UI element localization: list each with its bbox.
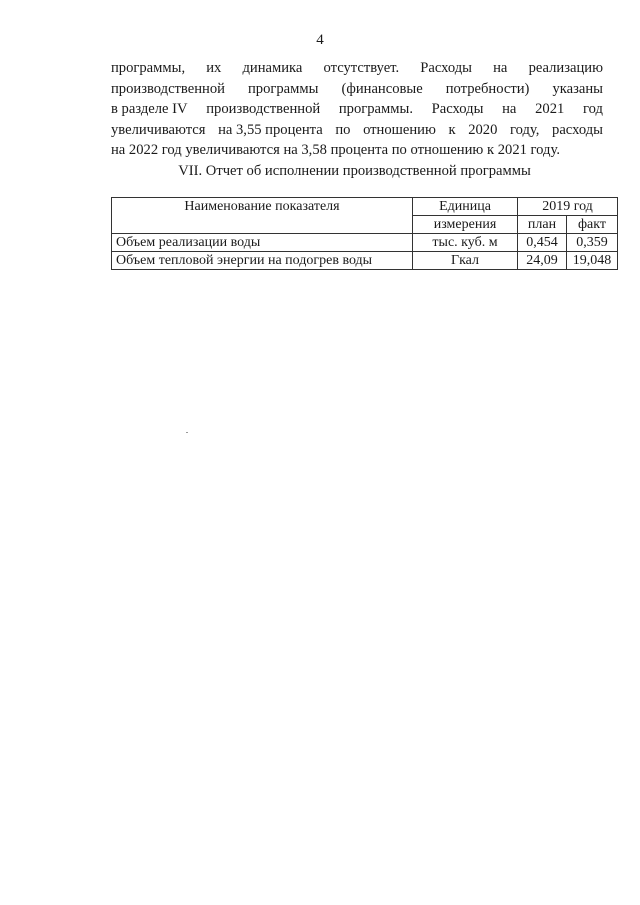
word: программы — [248, 80, 319, 97]
table-row — [112, 252, 618, 270]
word: по — [335, 121, 351, 138]
word: реализацию — [528, 60, 603, 76]
paragraph-line-3 — [111, 99, 603, 120]
word: к — [448, 121, 456, 138]
body-paragraph — [111, 58, 603, 161]
table-header-row — [112, 198, 618, 216]
word: динамика — [242, 60, 303, 76]
word: расходы — [552, 121, 603, 138]
word: программы, — [111, 60, 186, 76]
row-name: Объем тепловой энергии на подогрев воды — [112, 252, 413, 270]
header-fact: факт — [567, 216, 618, 234]
header-indicator-name: Наименование показателя — [112, 198, 413, 234]
table-row — [112, 234, 618, 252]
header-unit-line1: Единица — [413, 198, 518, 216]
word: программы. — [338, 101, 413, 117]
page-number: 4 — [316, 32, 324, 48]
paragraph-line-1 — [111, 58, 603, 79]
word: Расходы — [420, 60, 472, 76]
header-plan: план — [518, 216, 567, 234]
row-name: Объем реализации воды — [112, 234, 413, 252]
word: 2020 — [468, 121, 498, 138]
word: производственной — [206, 101, 321, 117]
row-unit: тыс. куб. м — [413, 234, 518, 252]
word: (финансовые — [341, 80, 423, 97]
word: год — [583, 101, 603, 117]
report-table — [111, 197, 618, 270]
word: в разделе IV — [111, 101, 188, 117]
row-fact: 19,048 — [567, 252, 618, 270]
header-unit-line2: измерения — [413, 216, 518, 234]
word: отсутствует. — [323, 60, 400, 76]
scan-speck — [186, 432, 188, 433]
header-year: 2019 год — [518, 198, 618, 216]
paragraph-line-4 — [111, 120, 603, 141]
paragraph-line-5: на 2022 год увеличиваются на 3,58 процента по отношению к 2021 году. — [111, 142, 560, 158]
word: на — [493, 60, 508, 76]
word: на — [502, 101, 517, 117]
row-plan: 0,454 — [518, 234, 567, 252]
row-unit: Гкал — [413, 252, 518, 270]
row-fact: 0,359 — [567, 234, 618, 252]
word: их — [206, 60, 222, 76]
word: производственной — [111, 80, 225, 97]
word: 2021 — [535, 101, 565, 117]
word: указаны — [552, 80, 603, 97]
word: потребности) — [445, 80, 530, 97]
word: отношению — [363, 121, 436, 138]
row-plan: 24,09 — [518, 252, 567, 270]
word: на 3,55 процента — [218, 121, 323, 138]
word: увеличиваются — [111, 121, 206, 138]
section-title: VII. Отчет об исполнении производственной программы — [178, 163, 531, 179]
word: году, — [510, 121, 540, 138]
paragraph-line-2 — [111, 79, 603, 100]
word: Расходы — [431, 101, 484, 117]
